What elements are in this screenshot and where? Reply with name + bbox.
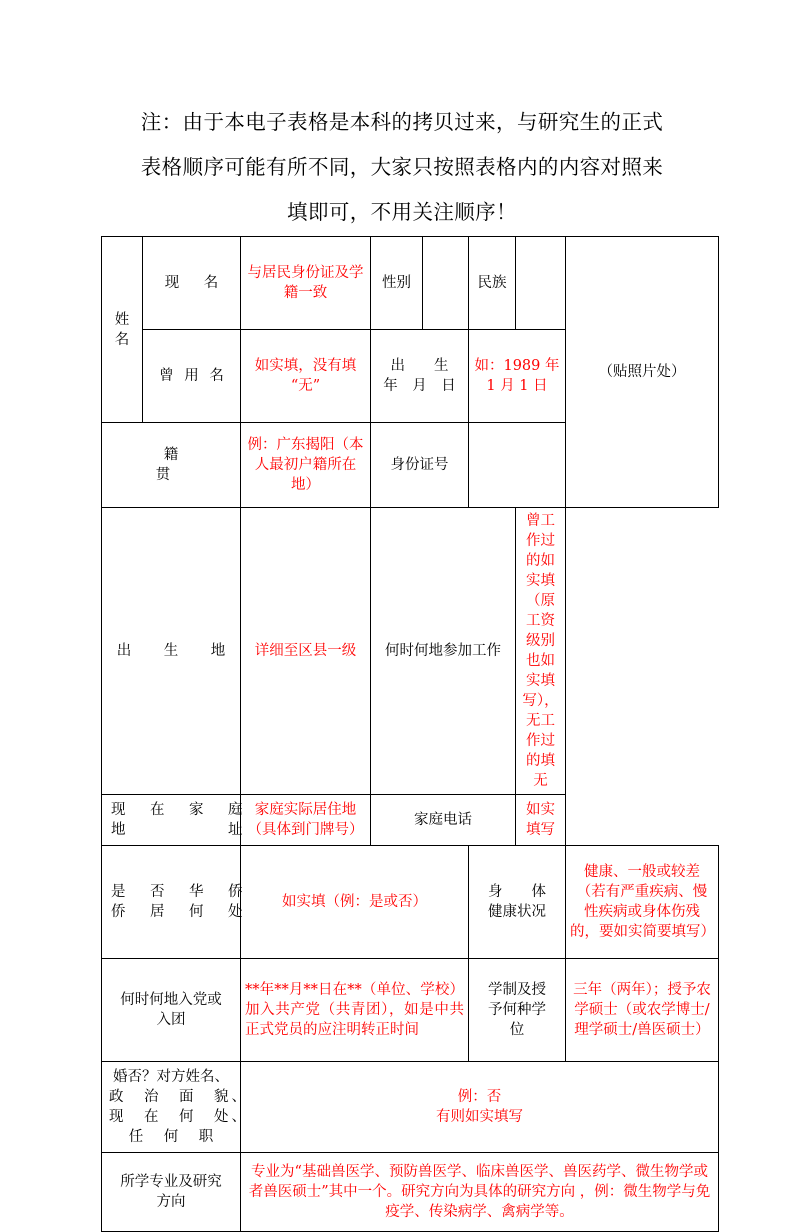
cell-work-start-value[interactable]: 曾工作过的如实填（原工资级别也如实填写），无工作过的填无 [516, 508, 566, 795]
cell-marriage-label [102, 1062, 249, 1153]
cell-marriage-value[interactable] [241, 1062, 719, 1153]
name-label-line-2: 名 [114, 331, 130, 348]
cell-origin-label: 籍 贯 [102, 423, 241, 508]
cell-birthdate-label [371, 330, 469, 423]
table-row-birthplace [102, 508, 719, 795]
registration-form-table [101, 236, 719, 1232]
cell-major-value[interactable]: 专业为“基础兽医学、预防兽医学、临床兽医学、兽医药学、微生物学或者兽医硕士”其中一个。研究方向为具体的研究方向 ，例：微生物学与免疫学、传染病学、禽病学等。 [241, 1153, 719, 1232]
table-row-major [102, 1153, 719, 1232]
cell-address-label [102, 795, 248, 846]
major-label-line-2: 方向 [156, 1194, 186, 1210]
cell-birthplace-value[interactable]: 详细至区县一级 [241, 508, 371, 795]
cell-current-name-value[interactable]: 与居民身份证及学籍一致 [241, 237, 371, 330]
cell-health-label [469, 846, 566, 959]
birthdate-label-line-1: 出 生 [390, 358, 449, 374]
marriage-value-line-2: 有则如实填写 [436, 1109, 523, 1125]
table-row-current-name [102, 237, 719, 330]
name-label-line-1: 姓 [114, 311, 130, 328]
table-row-party [102, 959, 719, 1062]
degree-label-line-2: 予何种学 [488, 1002, 546, 1018]
degree-label-line-1: 学制及授 [488, 982, 546, 998]
cell-former-name-label: 曾 用 名 [143, 330, 241, 423]
overseas-label-line-2: 侨 居 何 处 [111, 904, 248, 920]
marriage-label-line-1: 婚否？对方姓名、 [113, 1069, 229, 1085]
cell-degree-value[interactable]: 三年（两年）；授予农学硕士（或农学博士/理学硕士/兽医硕士） [566, 959, 719, 1062]
table-row-marriage [102, 1062, 719, 1153]
cell-photo-placeholder: （贴照片处） [566, 237, 719, 508]
cell-phone-value[interactable]: 如实填写 [516, 795, 566, 846]
cell-degree-label [469, 959, 566, 1062]
instruction-note-line-3: 填即可，不用关注顺序！ [287, 200, 517, 224]
party-label-line-1: 何时何地入党或 [120, 992, 222, 1008]
cell-overseas-label [102, 846, 248, 959]
marriage-label-line-4: 任 何 职 [128, 1129, 217, 1145]
marriage-label-line-2: 政 治 面 貌、 [109, 1089, 249, 1105]
table-row-address [102, 795, 719, 846]
cell-major-label [102, 1153, 241, 1232]
cell-address-value[interactable]: 家庭实际居住地（具体到门牌号） [241, 795, 371, 846]
cell-phone-label: 家庭电话 [371, 795, 516, 846]
address-label-line-1: 现 在 家 庭 [111, 802, 248, 818]
cell-id-number-label: 身份证号 [371, 423, 469, 508]
cell-current-name-label: 现 名 [143, 237, 241, 330]
cell-birthplace-label: 出 生 地 [102, 508, 241, 795]
cell-health-value[interactable]: 健康、一般或较差（若有严重疾病、慢性疾病或身体伤残的，要如实简要填写） [566, 846, 719, 959]
degree-label-line-3: 位 [509, 1022, 525, 1038]
cell-gender-label: 性别 [371, 237, 423, 330]
address-label-line-2: 地 址 [111, 822, 248, 838]
cell-party-value[interactable]: **年**月**日在**（单位、学校）加入共产党（共青团），如是中共正式党员的应注明转正时间 [241, 959, 469, 1062]
cell-ethnicity-label: 民族 [469, 237, 516, 330]
cell-origin-value[interactable]: 例：广东揭阳（本人最初户籍所在地） [241, 423, 371, 508]
cell-birthdate-value[interactable]: 如：1989 年 1 月 1 日 [469, 330, 566, 423]
cell-party-label [102, 959, 241, 1062]
marriage-value-line-1: 例：否 [457, 1089, 502, 1105]
cell-id-number-value[interactable] [469, 423, 566, 508]
overseas-label-line-1: 是 否 华 侨 [111, 884, 248, 900]
cell-name-label [102, 237, 143, 423]
cell-work-start-label: 何时何地参加工作 [371, 508, 516, 795]
health-label-line-2: 健康状况 [488, 904, 546, 920]
marriage-label-line-3: 现 在 何 处、 [109, 1109, 249, 1125]
instruction-note-line-2: 表格顺序可能有所不同，大家只按照表格内的内容对照来 [140, 155, 664, 179]
cell-former-name-value[interactable]: 如实填，没有填“无” [241, 330, 371, 423]
cell-ethnicity-value[interactable] [516, 237, 566, 330]
instruction-note-line-1: 注：由于本电子表格是本科的拷贝过来，与研究生的正式 [140, 110, 664, 134]
cell-overseas-value[interactable]: 如实填（例：是或否） [241, 846, 469, 959]
instruction-note [96, 100, 708, 235]
party-label-line-2: 入团 [156, 1012, 186, 1028]
health-label-line-1: 身 体 [488, 884, 546, 900]
birthdate-label-line-2: 年 月 日 [383, 378, 456, 394]
table-row-overseas [102, 846, 719, 959]
cell-gender-value[interactable] [423, 237, 469, 330]
major-label-line-1: 所学专业及研究 [120, 1174, 222, 1190]
